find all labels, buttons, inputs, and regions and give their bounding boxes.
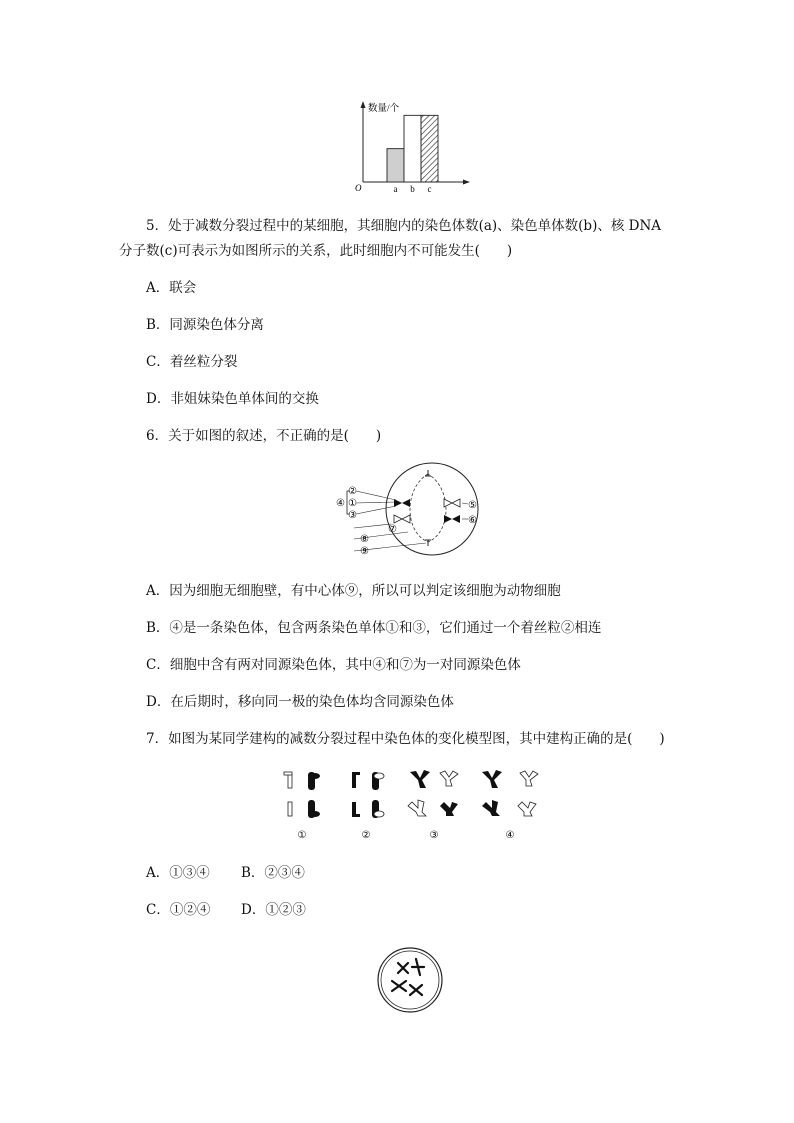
tick-label-c: c	[427, 184, 432, 194]
label-9: ⑨	[360, 546, 369, 557]
q6-option-a[interactable]: A．因为细胞无细胞壁，有中心体⑨，所以可以判定该细胞为动物细胞	[146, 583, 561, 599]
model-label-1: ①	[297, 830, 307, 841]
model-3	[408, 770, 458, 816]
cell-inner-membrane	[381, 951, 439, 1009]
q7-option-d[interactable]: D．①②③	[241, 902, 306, 918]
tick-label-b: b	[410, 184, 415, 194]
q6-option-c[interactable]: C．细胞中含有两对同源染色体，其中④和⑦为一对同源染色体	[146, 657, 521, 673]
q7-option-b[interactable]: B．②③④	[241, 865, 305, 881]
q7-option-a[interactable]: A．①③④	[146, 865, 210, 881]
chromosome-6	[444, 515, 460, 523]
q5-stem-line2: 分子数(c)可表示为如图所示的关系，此时细胞内不可能发生( )	[119, 243, 513, 259]
q6-stem: 6．关于如图的叙述，不正确的是( )	[146, 428, 382, 444]
model-label-3: ③	[429, 830, 439, 841]
bar-b	[404, 115, 421, 182]
label-6: ⑥	[468, 515, 477, 526]
label-7: ⑦	[388, 524, 397, 535]
chromosome-5	[444, 499, 460, 507]
bar-c	[421, 115, 438, 182]
label-5: ⑤	[468, 500, 477, 511]
q5-option-d[interactable]: D．非姐妹染色单体间的交换	[146, 391, 319, 407]
q7-option-c[interactable]: C．①②④	[146, 902, 211, 918]
model-4	[482, 770, 538, 816]
cell-outer-membrane	[378, 948, 442, 1012]
q5-option-c[interactable]: C．着丝粒分裂	[146, 354, 238, 370]
model-label-2: ②	[361, 830, 371, 841]
y-axis-label: 数量/个	[368, 104, 400, 114]
chromosome-models	[280, 766, 550, 844]
origin-label: O	[355, 183, 362, 193]
label-1: ①	[348, 498, 357, 509]
q5-option-b[interactable]: B．同源染色体分离	[146, 317, 264, 333]
model-label-4: ④	[505, 830, 515, 841]
chromosome-7	[394, 515, 410, 523]
spindle	[410, 474, 446, 542]
label-8: ⑧	[360, 534, 369, 545]
y-axis-arrow	[361, 101, 366, 108]
model-1	[284, 772, 320, 818]
q5-stem-line1: 5．处于减数分裂过程中的某细胞，其细胞内的染色体数(a)、染色单体数(b)、核 DNA	[146, 218, 662, 234]
x-axis-arrow	[463, 180, 470, 185]
cell-diagram	[336, 462, 496, 562]
q6-option-b[interactable]: B．④是一条染色体，包含两条染色单体①和③，它们通过一个着丝粒②相连	[146, 620, 602, 636]
chromosome-4	[394, 499, 410, 507]
label-4: ④	[336, 498, 345, 509]
label-3: ③	[348, 510, 357, 521]
tick-label-a: a	[393, 184, 398, 194]
bar-chart	[350, 98, 480, 198]
model-2	[352, 772, 384, 818]
chromosomes	[392, 959, 424, 995]
bottom-cell-figure	[376, 945, 446, 1015]
q7-stem: 7．如图为某同学建构的减数分裂过程中染色体的变化模型图，其中建构正确的是( )	[146, 731, 665, 747]
bar-a	[387, 149, 404, 182]
q6-option-d[interactable]: D．在后期时，移向同一极的染色体均含同源染色体	[146, 694, 454, 710]
q5-option-a[interactable]: A．联会	[146, 280, 197, 296]
label-2: ②	[348, 486, 357, 497]
